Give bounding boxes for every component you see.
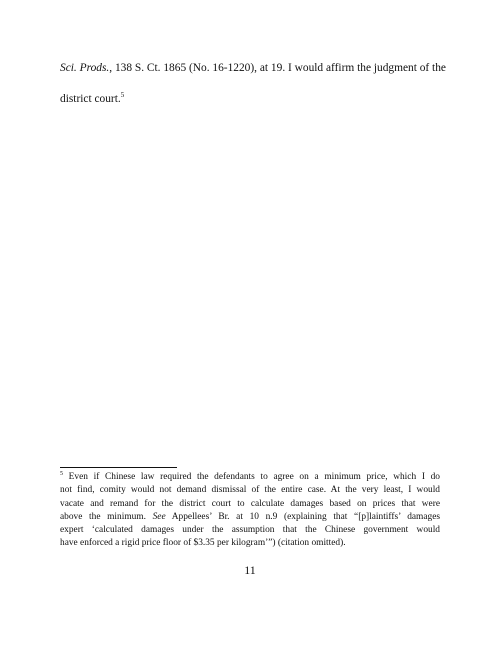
footnote-line bbox=[60, 498, 440, 511]
footnote-reference: 5 bbox=[120, 91, 125, 100]
page-number: 11 bbox=[244, 563, 256, 577]
footnote-text: vacate and remand for the district court to calculate damages based on prices that were bbox=[60, 499, 440, 509]
footnote-line bbox=[60, 524, 440, 537]
footnote-marker: 5 bbox=[60, 470, 63, 477]
footnote-line bbox=[60, 484, 440, 497]
footnote-text: Even if Chinese law required the defendants to agree on a minimum price, which I do bbox=[63, 472, 440, 482]
case-citation-italic: Sci. Prods. bbox=[60, 62, 110, 74]
footnote-text: expert ‘calculated damages under the assumption that the Chinese government would bbox=[60, 525, 440, 535]
footnote-text: not find, comity would not demand dismissal of the entire case. At the very least, I would bbox=[60, 485, 440, 495]
footnote-text: above the minimum. bbox=[60, 512, 153, 522]
body-text-line bbox=[60, 92, 124, 106]
closing-text: district court. bbox=[60, 93, 121, 105]
citation-text: , 138 S. Ct. 1865 (No. 16-1220), at 19. I would affirm the judgment of the bbox=[109, 62, 446, 74]
signal-see-italic: See bbox=[152, 512, 166, 522]
footnote-line bbox=[60, 537, 440, 550]
body-text-line bbox=[60, 61, 446, 75]
footnote-text: Appellees’ Br. at 10 n.9 (explaining that “[p]laintiffs’ damages bbox=[165, 512, 440, 522]
footnote-line bbox=[60, 511, 440, 524]
footnote-separator bbox=[60, 467, 177, 468]
footnote-text: have enforced a rigid price floor of $3.35 per kilogram’”) (citation omitted). bbox=[60, 538, 346, 548]
footnote-line bbox=[60, 471, 440, 484]
